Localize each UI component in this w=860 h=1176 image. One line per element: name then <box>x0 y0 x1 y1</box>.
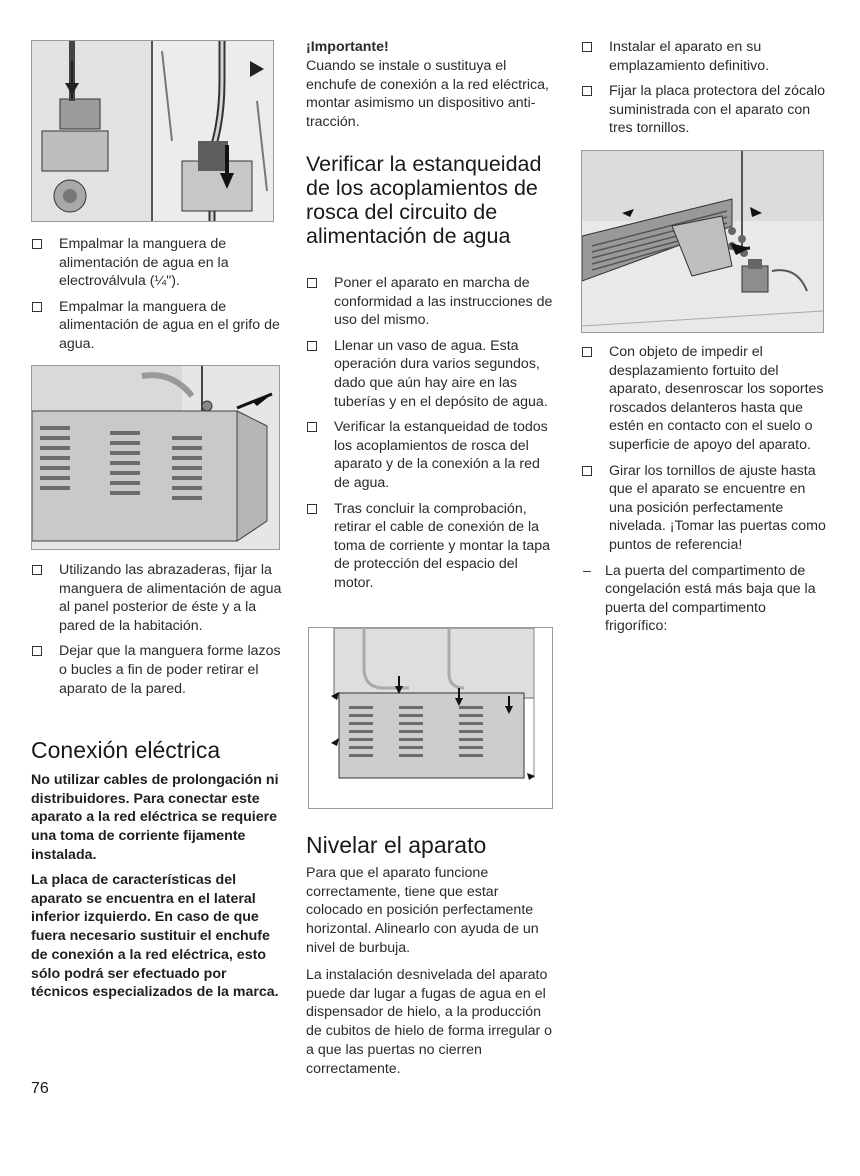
list-item: Verificar la estanqueidad de todos los acoplamientos de rosca del aparato y de la conexión a la red de agua. <box>306 418 556 492</box>
list-item: Empalmar la manguera de alimentación de agua en el grifo de agua. <box>31 298 283 354</box>
list-item: Con objeto de impedir el desplazamiento fortuito del aparato, desenroscar los soportes roscados delanteros hasta que estén en contacto con el suelo o superficie de apoyo del aparato. <box>581 343 831 455</box>
list-item: – La puerta del compartimento de congelación está más baja que la puerta del compartimento frigorífico: <box>583 562 816 635</box>
list-item: Girar los tornillos de ajuste hasta que el aparato se encuentre en una posición perfectamente nivelada. ¡Tomar las puertas como puntos de referencia! <box>581 462 831 555</box>
installation-steps <box>581 38 831 145</box>
checkbox-icon <box>582 42 592 52</box>
checkbox-icon <box>582 466 592 476</box>
important-text: Cuando se instale o sustituya el enchufe de conexión a la red eléctrica, montar asimismo un dispositivo anti-tracción. <box>306 58 549 131</box>
list-item: Llenar un vaso de agua. Esta operación dura varios segundos, dado que aún hay aire en las tuberías y en el depósito de agua. <box>306 337 556 411</box>
motor-cover-illustration <box>308 627 553 809</box>
section-heading-electrical: Conexión eléctrica <box>31 737 221 763</box>
important-label: ¡Importante! <box>306 39 389 55</box>
page-number: 76 <box>31 1080 49 1097</box>
section-heading-leak-check: Verificar la estanqueidad de los acoplamientos de rosca del circuito de alimentación de agua <box>306 152 542 248</box>
leak-check-steps <box>306 274 556 600</box>
hose-connection-steps <box>31 235 283 361</box>
list-item: Utilizando las abrazaderas, fijar la manguera de alimentación de agua al panel posterior de éste y a la pared de la habitación. <box>31 561 283 635</box>
list-item: Poner el aparato en marcha de conformidad a las instrucciones de uso del mismo. <box>306 274 556 330</box>
list-item: Tras concluir la comprobación, retirar el cable de conexión de la toma de corriente y montar la tapa de protección del espacio del motor. <box>306 500 556 593</box>
leveling-steps <box>581 343 831 643</box>
leveling-paragraph-1: Para que el aparato funcione correctamente, tiene que estar colocado en posición perfectamente horizontal. Alinearlo con ayuda de un nivel de burbuja. <box>306 865 539 956</box>
checkbox-icon <box>307 504 317 514</box>
checkbox-icon <box>32 302 42 312</box>
list-item: Empalmar la manguera de alimentación de agua en la electroválvula (¼"). <box>31 235 283 291</box>
valve-hose-illustration <box>31 40 274 222</box>
dash-bullet: – <box>583 562 591 579</box>
list-item: Dejar que la manguera forme lazos o bucles a fin de poder retirar el aparato de la pared. <box>31 642 283 698</box>
checkbox-icon <box>32 646 42 656</box>
rear-panel-illustration <box>31 365 280 550</box>
leveling-paragraph-2: La instalación desnivelada del aparato puede dar lugar a fugas de agua en el dispensador de hielo, a la producción de cubitos de hielo de forma irregular o a que las puertas no cierren correctamente. <box>306 967 553 1077</box>
checkbox-icon <box>307 278 317 288</box>
checkbox-icon <box>307 341 317 351</box>
checkbox-icon <box>32 565 42 575</box>
hose-fixing-steps <box>31 561 283 705</box>
checkbox-icon <box>307 422 317 432</box>
list-item: Fijar la placa protectora del zócalo suministrada con el aparato con tres tornillos. <box>581 82 831 138</box>
plinth-plate-illustration <box>581 150 824 333</box>
rating-plate-paragraph: La placa de características del aparato se encuentra en el lateral inferior izquierdo. En caso de que fuera necesario sustituir el enchufe de conexión a la red eléctrica, esto sólo podrá ser efectuado por técnicos especializados de la marca. <box>31 872 279 1001</box>
list-item: Instalar el aparato en su emplazamiento definitivo. <box>581 38 831 75</box>
electrical-warning-paragraph: No utilizar cables de prolongación ni distribuidores. Para conectar este aparato a la red eléctrica se requiere una toma de corriente fijamente instalada. <box>31 772 279 863</box>
checkbox-icon <box>32 239 42 249</box>
checkbox-icon <box>582 86 592 96</box>
section-heading-leveling: Nivelar el aparato <box>306 832 487 858</box>
checkbox-icon <box>582 347 592 357</box>
